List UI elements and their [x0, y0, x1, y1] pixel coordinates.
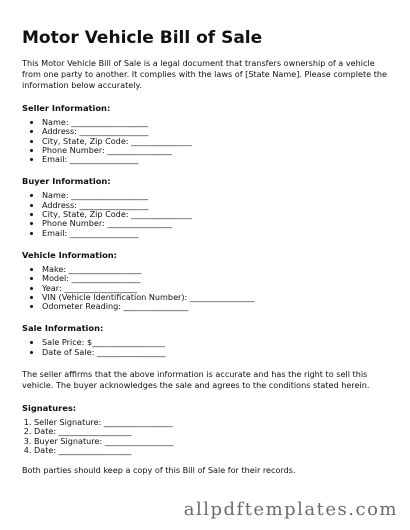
seller-heading: Seller Information: [22, 103, 111, 113]
vehicle-heading: Vehicle Information: [22, 249, 117, 260]
buyer-name-field: • Name: ___________________ [42, 191, 394, 200]
buyer-list [22, 191, 394, 237]
buyer-email-field: • Email: _________________ [42, 229, 394, 238]
buyer-phone-field: • Phone Number: ________________ [42, 219, 394, 228]
closing-paragraph: Both parties should keep a copy of this Bill of Sale for their records. [22, 465, 296, 476]
sale-list [22, 338, 394, 357]
buyer-address-field: • Address: _________________ [42, 201, 394, 210]
vehicle-model-field: • Model: _________________ [42, 274, 394, 283]
buyer-date-field: 4. Date: __________________ [34, 446, 394, 455]
vehicle-odometer-field: • Odometer Reading: ________________ [42, 302, 394, 311]
seller-city-state-zip-field: • City, State, Zip Code: _______________ [42, 137, 394, 146]
sale-date-field: • Date of Sale: _________________ [42, 348, 394, 357]
buyer-signature-field: 3. Buyer Signature: _________________ [34, 437, 394, 446]
seller-phone-field: • Phone Number: ________________ [42, 146, 394, 155]
intro-paragraph: This Motor Vehicle Bill of Sale is a legal document that transfers ownership of a vehicle from one party to another. It complies with the laws of [State Name]. Please complete the information below accurately. [22, 58, 388, 90]
seller-signature-field: 1. Seller Signature: _________________ [34, 418, 394, 427]
buyer-city-state-zip-field: • City, State, Zip Code: _______________ [42, 210, 394, 219]
seller-address-field: • Address: _________________ [42, 127, 394, 136]
sale-heading: Sale Information: [22, 323, 104, 334]
seller-email-field: • Email: _________________ [42, 155, 394, 164]
watermark-text: allpdftemplates.com [183, 499, 398, 520]
signatures-list [22, 418, 394, 455]
seller-date-field: 2. Date: __________________ [34, 427, 394, 436]
document-page [22, 28, 394, 476]
vehicle-vin-field: • VIN (Vehicle Identification Number): ________________ [42, 293, 394, 302]
affirmation-paragraph: The seller affirms that the above information is accurate and has the right to sell this vehicle. The buyer acknowledges the sale and agrees to the conditions stated herein. [22, 369, 370, 391]
seller-list [22, 118, 394, 164]
signatures-heading: Signatures: [22, 403, 77, 414]
vehicle-make-field: • Make: __________________ [42, 265, 394, 274]
seller-name-field: • Name: ___________________ [42, 118, 394, 127]
vehicle-list [22, 265, 394, 311]
document-title: Motor Vehicle Bill of Sale [22, 28, 263, 48]
buyer-heading: Buyer Information: [22, 176, 111, 187]
sale-price-field: • Sale Price: $__________________ [42, 338, 394, 347]
vehicle-year-field: • Year: __________________ [42, 284, 394, 293]
